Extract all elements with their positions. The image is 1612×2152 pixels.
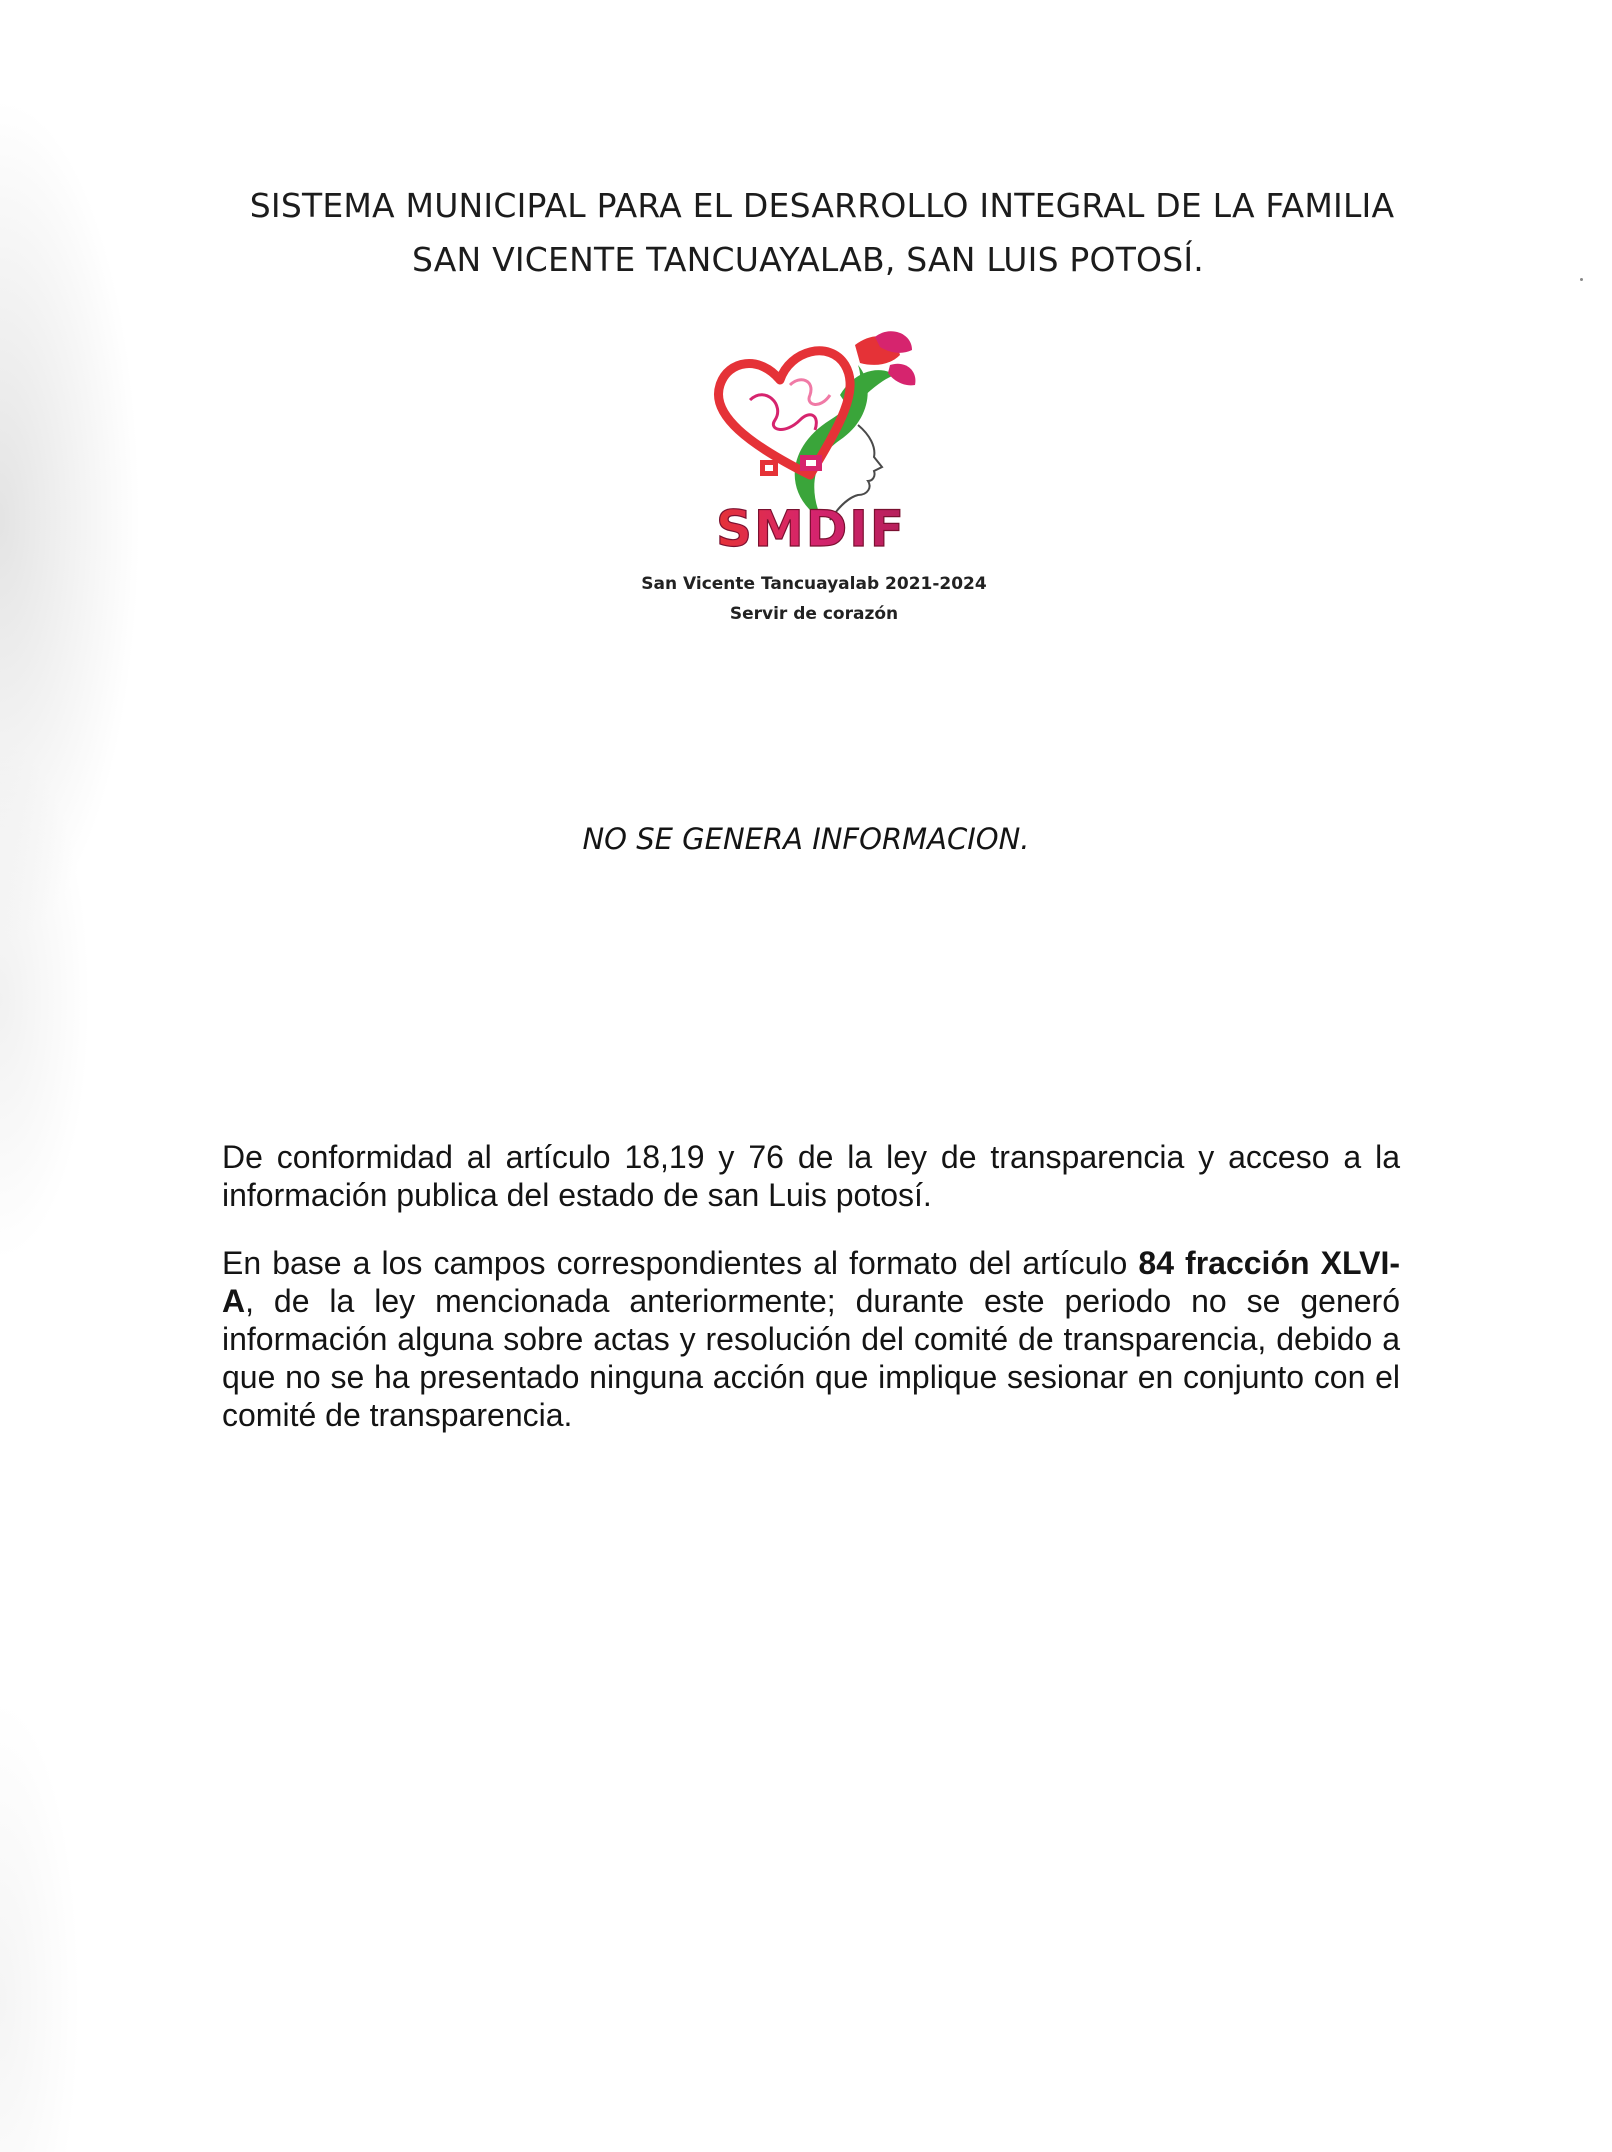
smdif-wordmark [700, 500, 922, 556]
logo-heart-inner-script-2 [790, 380, 830, 405]
logo-motif-left-inner [765, 465, 773, 471]
logo-wordmark-text: SMDIF [715, 500, 907, 556]
legal-basis-paragraph: De conformidad al artículo 18,19 y 76 de la ley de transparencia y acceso a la información publica del estado de san Luis potosí. [222, 1139, 1400, 1213]
logo-heart [718, 351, 850, 475]
logo-heart-inner-script [750, 395, 816, 430]
explanation-paragraph [222, 1244, 1400, 1434]
scan-speck [1580, 278, 1583, 281]
logo-caption-slogan: Servir de corazón [729, 604, 899, 624]
header-title-line1: SISTEMA MUNICIPAL PARA EL DESARROLLO INTEGRAL DE LA FAMILIA [249, 186, 1395, 225]
explanation-text-start: En base a los campos correspondientes al formato del artículo [222, 1245, 1139, 1281]
logo-caption-period: San Vicente Tancuayalab 2021-2024 [641, 574, 987, 594]
logo-flower-magenta [888, 364, 915, 386]
no-information-notice: NO SE GENERA INFORMACION. [582, 822, 1030, 856]
explanation-text-end: , de la ley mencionada anteriormente; durante este periodo no se generó información alguna sobre actas y resolución del comité de transparencia, debido a que no se ha presentado ninguna acción que implique sesionar en conjunto con el comité de transparencia. [222, 1283, 1400, 1433]
header-title-line2: SAN VICENTE TANCUAYALAB, SAN LUIS POTOSÍ. [411, 240, 1204, 279]
article-reference: 84 fracción XLVI-A [222, 1245, 1401, 1319]
logo-motif-right-inner [806, 460, 816, 466]
